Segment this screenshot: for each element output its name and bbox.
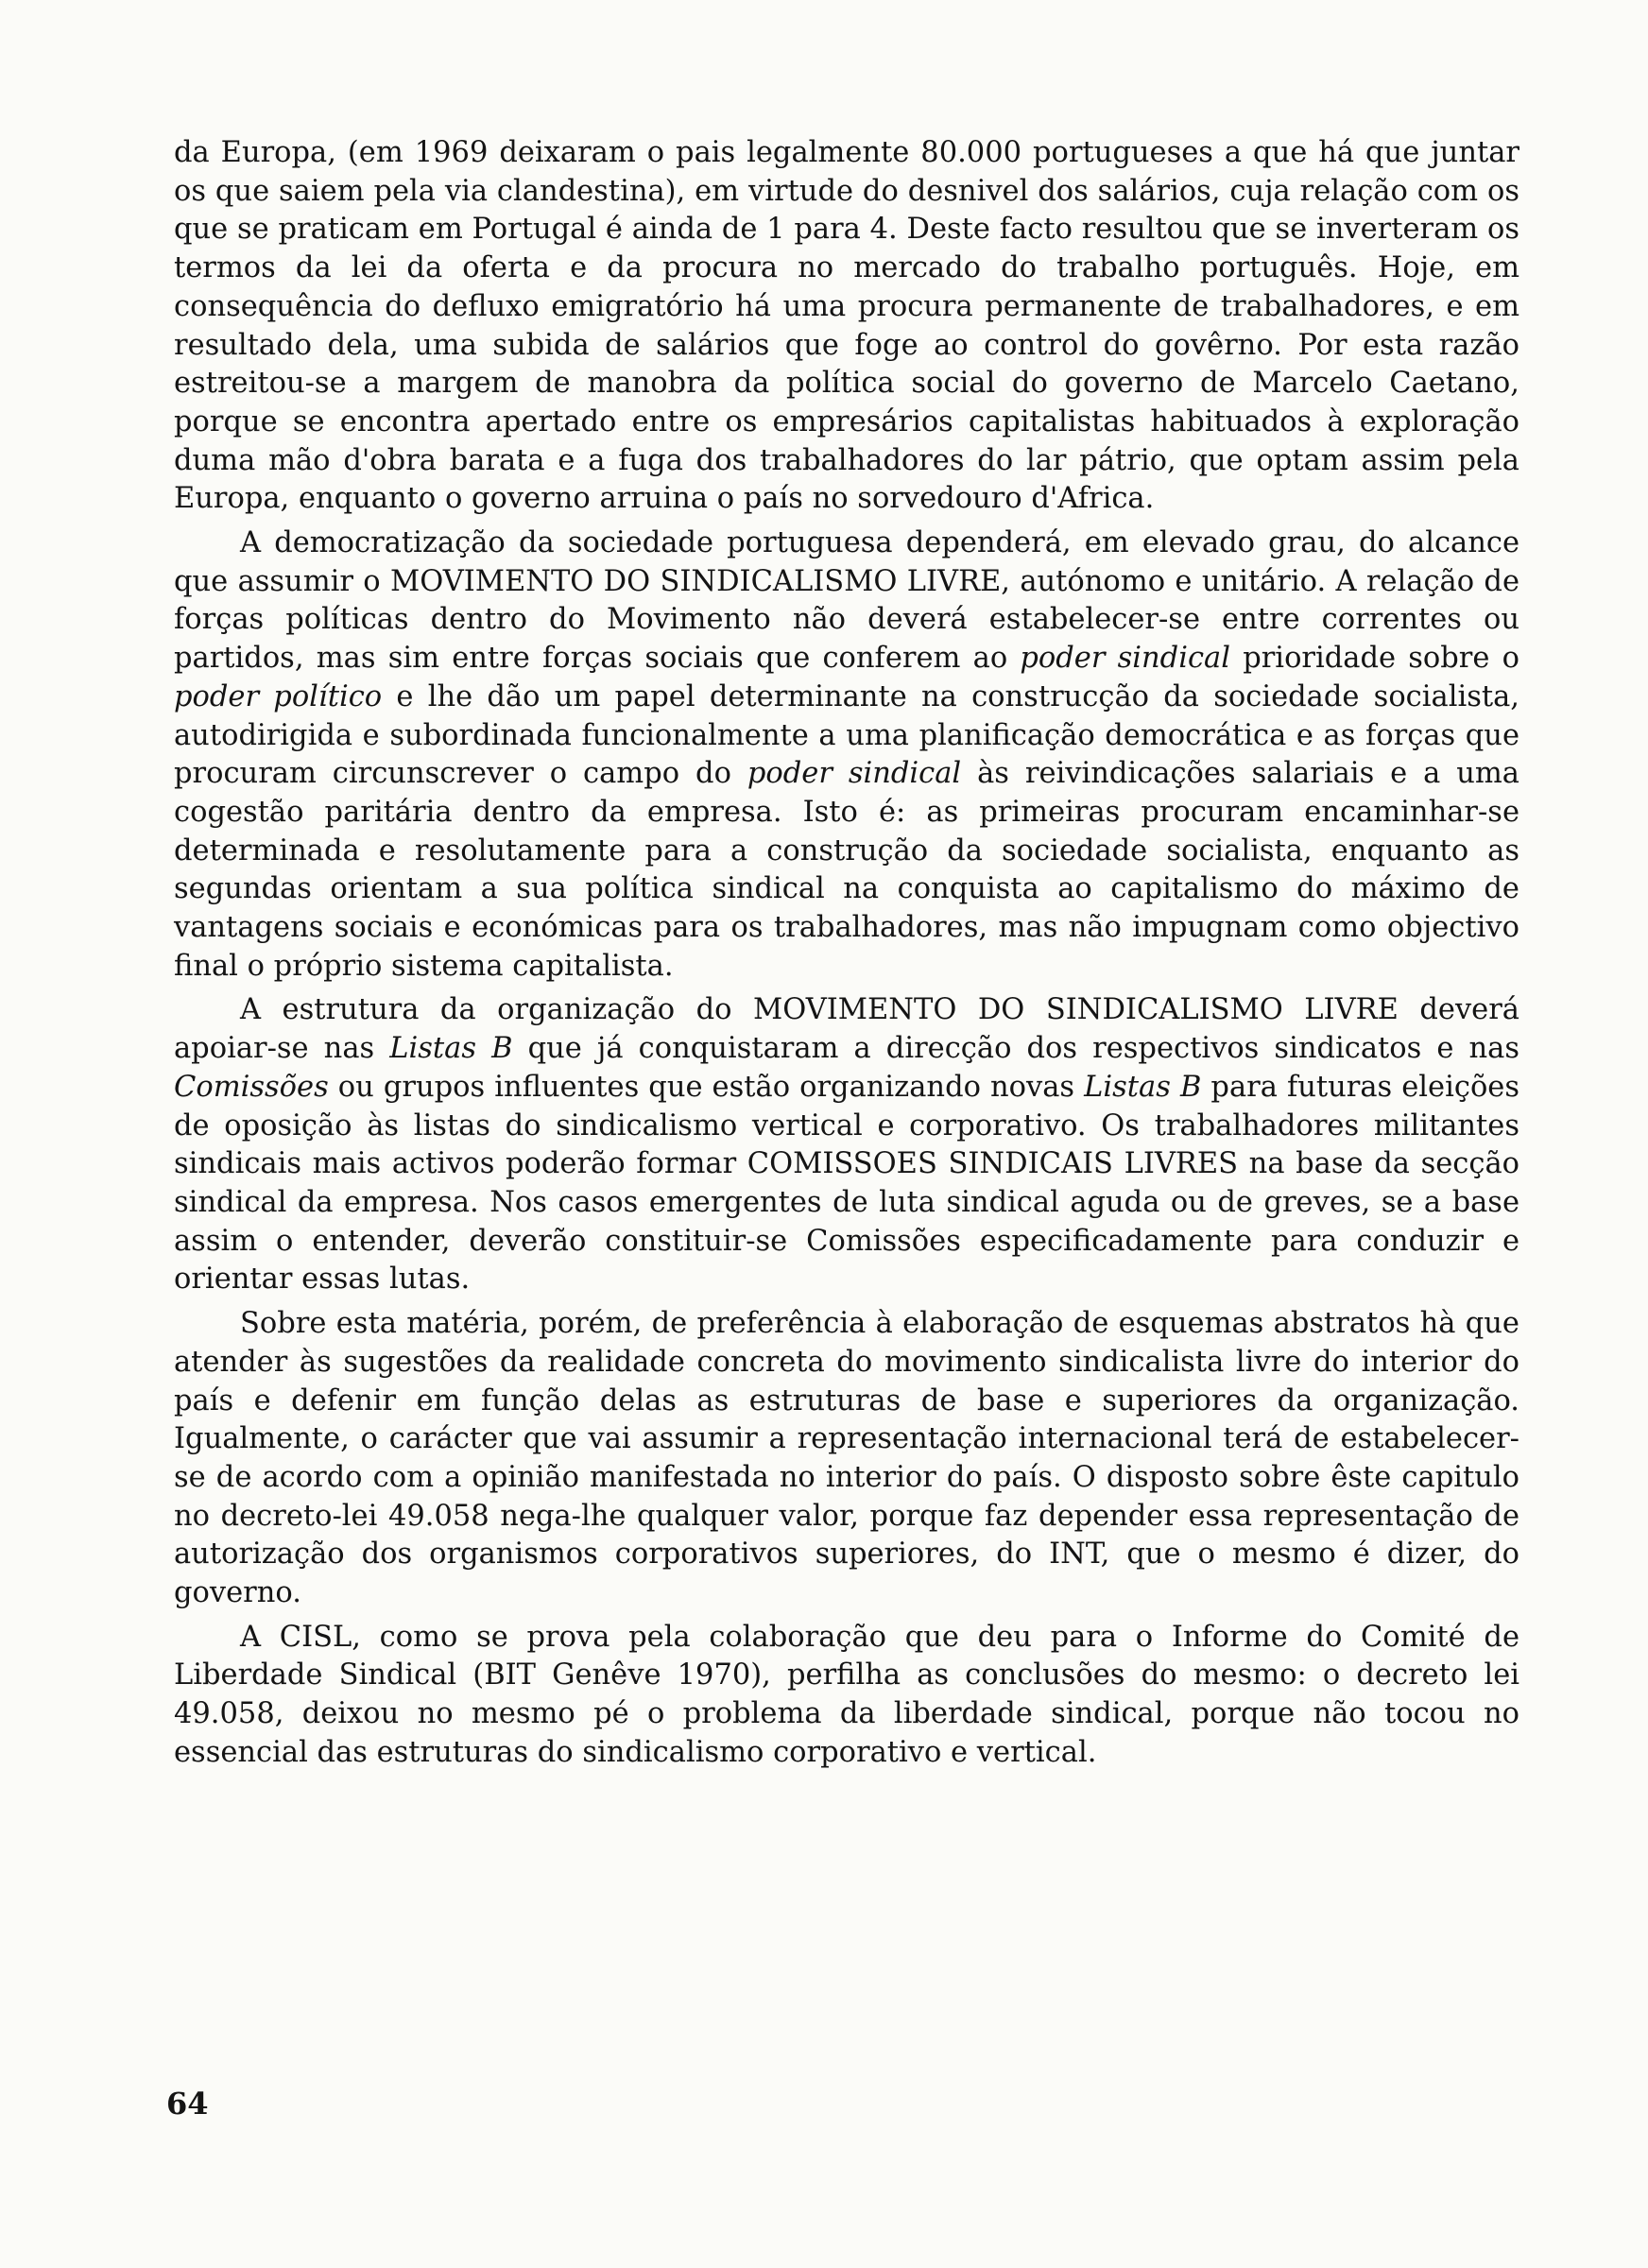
page-number: 64: [166, 2086, 209, 2122]
emphasis-poder-sindical: poder sindical: [1020, 642, 1230, 676]
paragraph-2: [174, 524, 1519, 986]
paragraph-3-text-2: que já conquistaram a direcção dos respectivos sindicatos e nas: [512, 1032, 1519, 1066]
paragraph-3-text-3: ou grupos influentes que estão organizando novas: [328, 1070, 1085, 1104]
paragraph-4: [174, 1305, 1519, 1613]
paragraph-2-text-1: A democratização da sociedade portuguesa dependerá, em elevado grau, do alcance que assumir o MOVIMENTO DO SINDICALISMO LIVRE, autónomo e unitário. A relação de forças políticas dentro do Movimento não deverá estabelecer-se entre correntes ou partidos, mas sim entre forças sociais que conferem ao: [174, 526, 1519, 676]
paragraph-1-text: da Europa, (em 1969 deixaram o pais legalmente 80.000 portugueses a que há que juntar os que saiem pela via clandestina), em virtude do desnivel dos salários, cuja relação com os que se praticam em Portugal é ainda de 1 para 4. Deste facto resultou que se inverteram os termos da lei da oferta e da procura no mercado do trabalho português. Hoje, em consequência do defluxo emigratório há uma procura permanente de trabalhadores, e em resultado dela, uma subida de salários que foge ao control do govêrno. Por esta razão estreitou-se a margem de manobra da política social do governo de Marcelo Caetano, porque se encontra apertado entre os empresários capitalistas habituados à exploração duma mão d'obra barata e a fuga dos trabalhadores do lar pátrio, que optam assim pela Europa, enquanto o governo arruina o país no sorvedouro d'Africa.: [174, 136, 1519, 516]
emphasis-comissoes: Comissões: [174, 1070, 329, 1104]
document-body: [174, 134, 1519, 1778]
paragraph-2-text-3: e lhe dão um papel determinante na construcção da sociedade socialista, autodirigida e subordinada funcionalmente a uma planificação democrática e as forças que procuram circunscrever o campo do: [174, 679, 1519, 791]
paragraph-2-text-4: às reivindicações salariais e a uma cogestão paritária dentro da empresa. Isto é: as primeiras procuram encaminhar-se determinada e resolutamente para a construção da sociedade socialista, enquanto as segundas orientam a sua política sindical na conquista ao capitalismo do máximo de vantagens sociais e económicas para os trabalhadores, mas não impugnam como objectivo final o próprio sistema capitalista.: [174, 757, 1519, 983]
paragraph-3-text-4: para futuras eleições de oposição às listas do sindicalismo vertical e corporativo. Os trabalhadores militantes sindicais mais activos poderão formar COMISSOES SINDICAIS LIVRES na base da secção sindical da empresa. Nos casos emergentes de luta sindical aguda ou de greves, se a base assim o entender, deverão constituir-se Comissões especificadamente para conduzir e orientar essas lutas.: [174, 1070, 1520, 1297]
paragraph-5: [174, 1619, 1519, 1773]
emphasis-listas-b-2: Listas B: [1084, 1070, 1202, 1104]
paragraph-4-text: Sobre esta matéria, porém, de preferência à elaboração de esquemas abstratos hà que atender às sugestões da realidade concreta do movimento sindicalista livre do interior do país e defenir em função delas as estruturas de base e superiores da organização. Igualmente, o carácter que vai assumir a representação internacional terá de estabelecer-se de acordo com a opinião manifestada no interior do país. O disposto sobre êste capitulo no decreto-lei 49.058 nega-lhe qualquer valor, porque faz depender essa representação de autorização dos organismos corporativos superiores, do INT, que o mesmo é dizer, do governo.: [174, 1307, 1519, 1610]
paragraph-3-text-1: A estrutura da organização do MOVIMENTO DO SINDICALISMO LIVRE deverá apoiar-se nas: [174, 993, 1519, 1066]
emphasis-poder-politico: poder político: [174, 679, 383, 713]
emphasis-listas-b: Listas B: [389, 1032, 513, 1066]
paragraph-2-text-2: prioridade sobre o: [1230, 642, 1519, 676]
paragraph-3: [174, 991, 1519, 1299]
emphasis-poder-sindical-2: poder sindical: [747, 757, 962, 791]
paragraph-1: [174, 134, 1519, 519]
paragraph-5-text: A CISL, como se prova pela colaboração que deu para o Informe do Comité de Liberdade Sindical (BIT Genêve 1970), perfilha as conclusões do mesmo: o decreto lei 49.058, deixou no mesmo pé o problema da liberdade sindical, porque não tocou no essencial das estruturas do sindicalismo corporativo e vertical.: [174, 1620, 1519, 1769]
